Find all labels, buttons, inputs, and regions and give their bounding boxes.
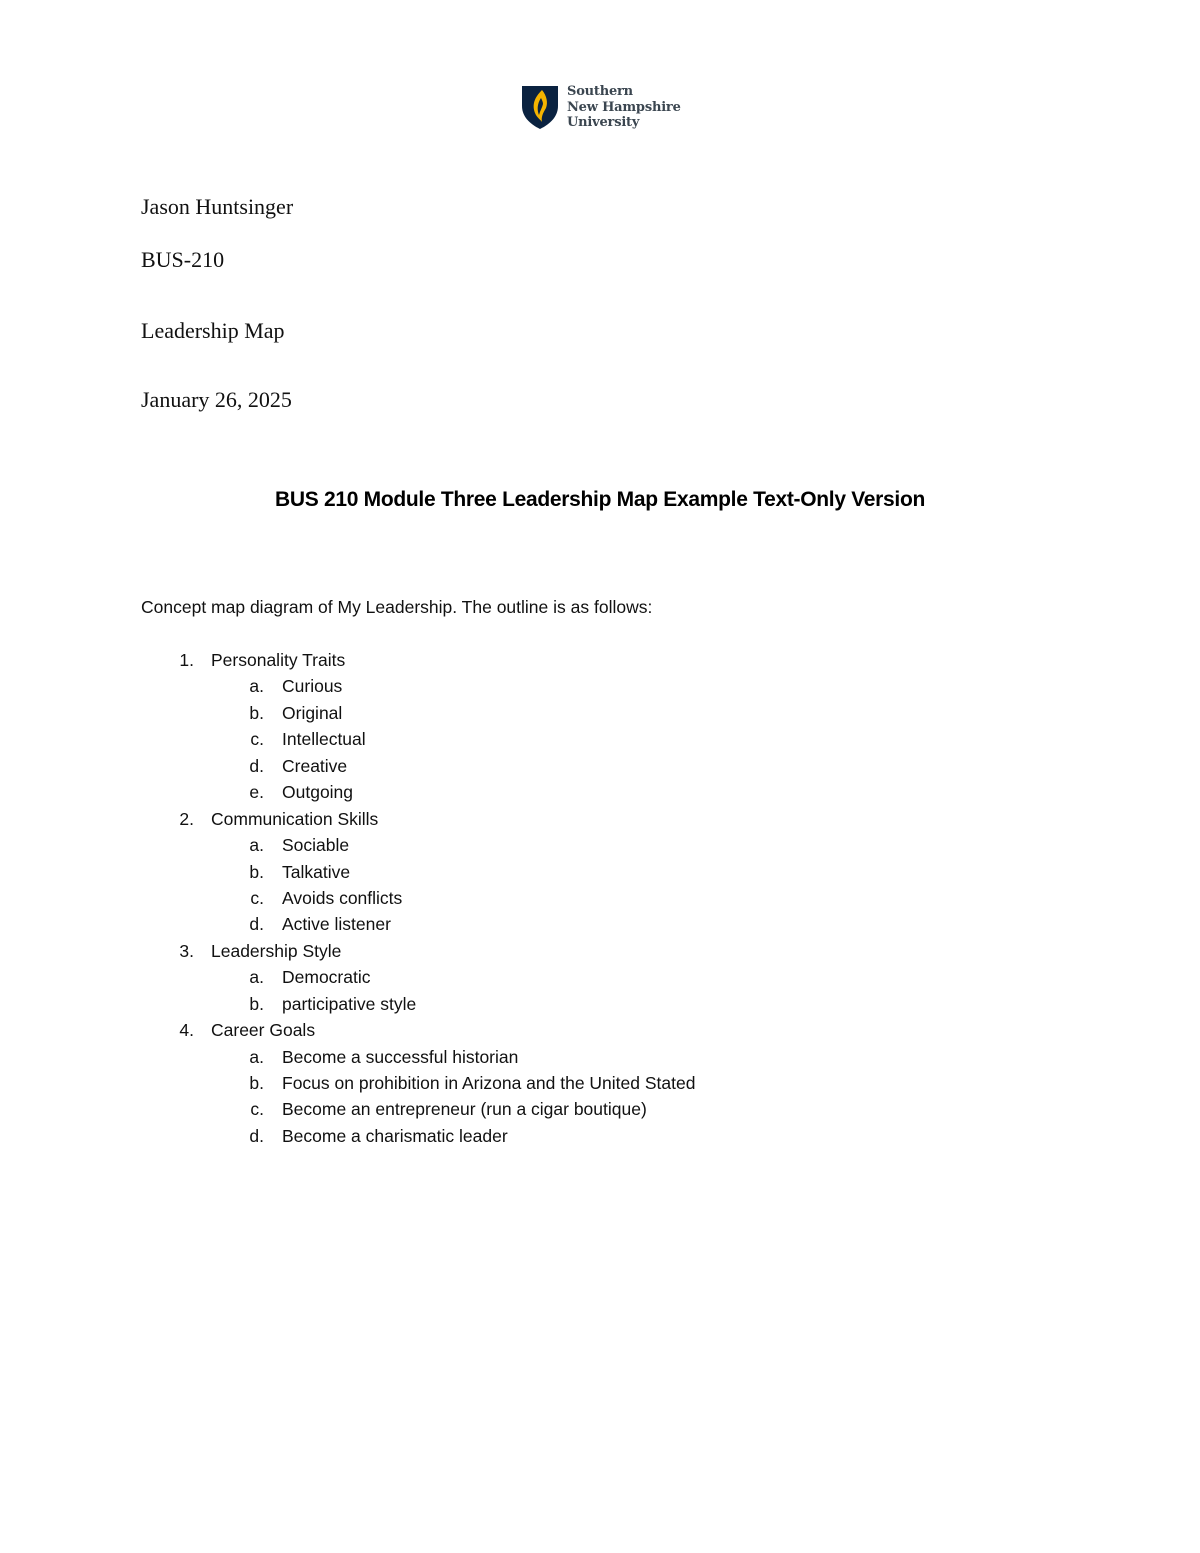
item-letter: c. — [250, 729, 264, 750]
university-logo — [520, 84, 681, 131]
logo-line-2: New Hampshire — [567, 99, 681, 115]
section-number: 1. — [179, 650, 194, 670]
item-label: Active listener — [282, 914, 391, 935]
item-letter: d. — [249, 914, 264, 935]
outline-item — [0, 885, 1200, 911]
logo-line-3: University — [567, 115, 640, 130]
course-code: BUS-210 — [141, 247, 225, 272]
item-label: Become a charismatic leader — [282, 1125, 508, 1146]
shield-flame-icon — [520, 84, 560, 130]
outline-item — [0, 859, 1200, 885]
section-number: 2. — [179, 808, 194, 829]
leadership-outline — [0, 647, 1200, 1149]
item-letter: a. — [249, 1046, 264, 1067]
item-label: Curious — [282, 676, 343, 697]
section-label: Leadership Style — [211, 940, 342, 961]
outline-item — [0, 700, 1200, 726]
outline-section — [0, 806, 1200, 832]
item-letter: b. — [249, 861, 264, 882]
section-label: Communication Skills — [211, 808, 379, 829]
outline-item — [0, 753, 1200, 779]
item-label: Talkative — [282, 861, 351, 882]
item-label: Original — [282, 702, 343, 723]
item-letter: b. — [249, 993, 264, 1014]
section-number: 4. — [179, 1020, 194, 1041]
item-label: Become a successful historian — [282, 1046, 519, 1067]
item-letter: d. — [249, 1125, 264, 1146]
item-letter: a. — [249, 676, 264, 697]
item-label: Avoids conflicts — [282, 887, 403, 908]
outline-item — [0, 1044, 1200, 1070]
outline-item — [0, 1123, 1200, 1149]
intro-paragraph: Concept map diagram of My Leadership. The outline is as follows: — [141, 597, 653, 617]
item-letter: b. — [249, 702, 264, 723]
logo-wordmark — [567, 84, 681, 131]
outline-item — [0, 779, 1200, 805]
outline-item — [0, 726, 1200, 752]
section-label: Career Goals — [211, 1020, 316, 1041]
assignment-title: Leadership Map — [141, 318, 285, 343]
outline-item — [0, 1070, 1200, 1096]
logo-line-1: Southern — [567, 84, 633, 99]
item-label: Intellectual — [282, 729, 366, 750]
outline-section — [0, 938, 1200, 964]
item-label: Outgoing — [282, 782, 354, 803]
outline-item — [0, 1096, 1200, 1122]
item-letter: e. — [249, 782, 264, 803]
section-label: Personality Traits — [211, 650, 346, 670]
document-title: BUS 210 Module Three Leadership Map Example Text-Only Version — [275, 488, 925, 511]
item-letter: d. — [249, 755, 264, 776]
outline-item — [0, 911, 1200, 937]
outline-item — [0, 991, 1200, 1017]
item-label: Focus on prohibition in Arizona and the United Stated — [282, 1073, 696, 1093]
item-letter: c. — [250, 887, 264, 908]
outline-item — [0, 832, 1200, 858]
outline-section — [0, 647, 1200, 673]
section-number: 3. — [179, 940, 194, 961]
item-letter: a. — [249, 967, 264, 988]
item-label: Sociable — [282, 835, 350, 856]
item-letter: c. — [250, 1099, 264, 1120]
item-letter: b. — [249, 1073, 264, 1093]
submission-date: January 26, 2025 — [141, 387, 292, 412]
item-label: Creative — [282, 755, 348, 776]
item-label: Become an entrepreneur (run a cigar boutique) — [282, 1099, 647, 1120]
item-label: Democratic — [282, 967, 371, 988]
outline-section — [0, 1017, 1200, 1043]
outline-item — [0, 673, 1200, 699]
outline-item — [0, 964, 1200, 990]
item-label: participative style — [282, 993, 417, 1014]
item-letter: a. — [249, 835, 264, 856]
author-name: Jason Huntsinger — [141, 194, 294, 219]
